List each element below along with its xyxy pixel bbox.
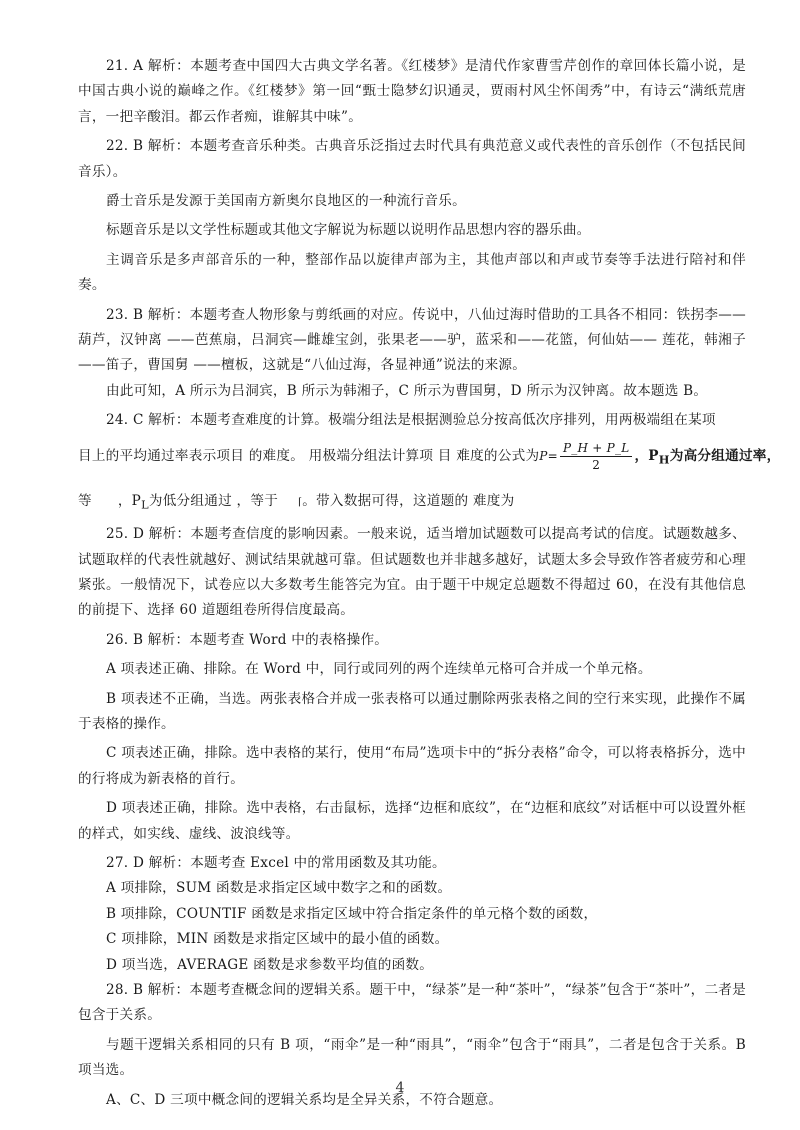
formula-lhs: P= bbox=[539, 449, 558, 464]
formula-fraction bbox=[560, 440, 633, 473]
explanation-q27-option-d: D 项当选，AVERAGE 函数是求参数平均值的函数。 bbox=[106, 956, 434, 973]
q24-text-e: ，P bbox=[117, 493, 142, 510]
explanation-q23-conclusion: 由此可知，A 所示为吕洞宾，B 所示为韩湘子，C 所示为曹国舅，D 所示为汉钟离。故本题选 B。 bbox=[106, 382, 708, 399]
formula-numerator: P_H + P_L bbox=[560, 440, 633, 457]
explanation-q26-option-a: A 项表述正确、排除。在 Word 中，同行或同列的两个连续单元格可合并成一个单元格。 bbox=[106, 661, 652, 678]
explanation-q26: 26. B 解析：本题考查 Word 中的表格操作。 bbox=[106, 631, 389, 648]
explanation-q24-partial-line bbox=[78, 488, 746, 518]
explanation-q27: 27. D 解析：本题考查 Excel 中的常用函数及其功能。 bbox=[106, 855, 446, 871]
explanation-q24-formula-line bbox=[78, 440, 781, 475]
explanation-q22-title-music: 标题音乐是以文学性标题或其他文字解说为标题以说明作品思想内容的器乐曲。 bbox=[106, 222, 591, 239]
explanation-q24: 24. C 解析：本题考查难度的计算。极端分组法是根据测验总分按高低次序排列，用两极端组在某项 bbox=[106, 412, 716, 429]
explanation-q27-option-a: A 项排除，SUM 函数是求指定区域中数字之和的函数。 bbox=[106, 880, 452, 897]
explanation-q26-option-b: B 项表述不正确，当选。两张表格合并成一张表格可以通过删除两张表格之间的空行来实现，此操作不属于表格的操作。 bbox=[78, 690, 746, 732]
explanation-q22-jazz: 爵士音乐是发源于美国南方新奥尔良地区的一种流行音乐。 bbox=[106, 193, 466, 210]
explanation-q27-option-b: B 项排除，COUNTIF 函数是求指定区域中符合指定条件的单元格个数的函数， bbox=[106, 905, 598, 922]
page-number: 4 bbox=[395, 1080, 405, 1096]
answer-explanations bbox=[78, 54, 781, 1113]
explanation-q27-option-c: C 项排除，MIN 函数是求指定区域中的最小值的函数。 bbox=[106, 931, 449, 948]
explanation-q26-option-c: C 项表述正确，排除。选中表格的某行，使用“布局”选项卡中的“拆分表格”命令，可以将表格拆分，选中的行将成为新表格的首行。 bbox=[78, 745, 746, 787]
subscript-l: L bbox=[141, 498, 149, 513]
explanation-q25: 25. D 解析：本题考查信度的影响因素。一般来说，适当增加试题数可以提高考试的信度。试题数越多、试题取样的代表性就越好、测试结果就越可靠。但试题数也并非越多越好，试题太多会导致作答者疲劳和心理紧张。一般情况下，试卷应以大多数考生能答完为宜。由于题干中规定总题数不得超过 60，在没有其他信息的前提下、选择 60 道题组卷所得信度最高。 bbox=[78, 526, 746, 619]
explanation-q26-option-d: D 项表述正确，排除。选中表格，右击鼠标，选择“边框和底纹”，在“边框和底纹”对话框中可以设置外框的样式，如实线、虚线、波浪线等。 bbox=[78, 800, 746, 842]
explanation-q23: 23. B 解析：本题考查人物形象与剪纸画的对应。传说中，八仙过海时借助的工具各不相同：铁拐李——葫芦，汉钟离 ——芭蕉扇，吕洞宾—雌雄宝剑，张果老——驴，蓝采和——花篮，何仙姑—— 莲花，韩湘子——笛子，曹国舅 ——檀板，这就是“八仙过海，各显神通”说法的来源。 bbox=[78, 306, 746, 374]
explanation-q22: 22. B 解析：本题考查音乐种类。古典音乐泛指过去时代具有典范意义或代表性的音乐创作（不包括民间音乐）。 bbox=[78, 138, 746, 180]
stray-mark: ⌈ bbox=[298, 497, 303, 509]
q24-text-g: 。带入数据可得，这道题的 难度为 bbox=[302, 493, 515, 510]
formula-denominator: 2 bbox=[592, 457, 601, 472]
difficulty-formula bbox=[539, 440, 634, 473]
q24-text-a: 目上的平均通过率表示项目 的难度。 用极端分组法计算项 目 难度的公式为 bbox=[78, 447, 540, 464]
q24-text-c: 为高分组通过率， bbox=[669, 447, 781, 464]
q24-text-b: ，P bbox=[634, 447, 659, 464]
explanation-q22-homophony: 主调音乐是多声部音乐的一种，整部作品以旋律声部为主，其他声部以和声或节奏等手法进行陪衬和伴奏。 bbox=[78, 251, 746, 294]
explanation-q28-option-b: 与题干逻辑关系相同的只有 B 项，“雨伞”是一种“雨具”，“雨伞”包含于“雨具”，二者是包含于关系。B 项当选。 bbox=[78, 1036, 746, 1079]
explanation-q28-options-acd: A、C、D 三项中概念间的逻辑关系均是全异关系，不符合题意。 bbox=[106, 1091, 503, 1108]
subscript-h: H bbox=[658, 452, 670, 467]
q24-text-d: 等 bbox=[78, 493, 92, 510]
explanation-q21: 21. A 解析：本题考查中国四大古典文学名著。《红楼梦》是清代作家曹雪芹创作的章回体长篇小说，是中国古典小说的巅峰之作。《红楼梦》第一回“甄士隐梦幻识通灵，贾雨村风尘怀闺秀”中，有诗云“满纸荒唐言，一把辛酸泪。都云作者痴，谁解其中味”。 bbox=[78, 58, 746, 125]
q24-text-f: 为低分组通过 ，等于 bbox=[148, 493, 279, 510]
explanation-q28: 28. B 解析：本题考查概念间的逻辑关系。题干中，“绿茶”是一种“茶叶”，“绿茶”包含于“茶叶”，二者是包含于关系。 bbox=[78, 982, 746, 1024]
